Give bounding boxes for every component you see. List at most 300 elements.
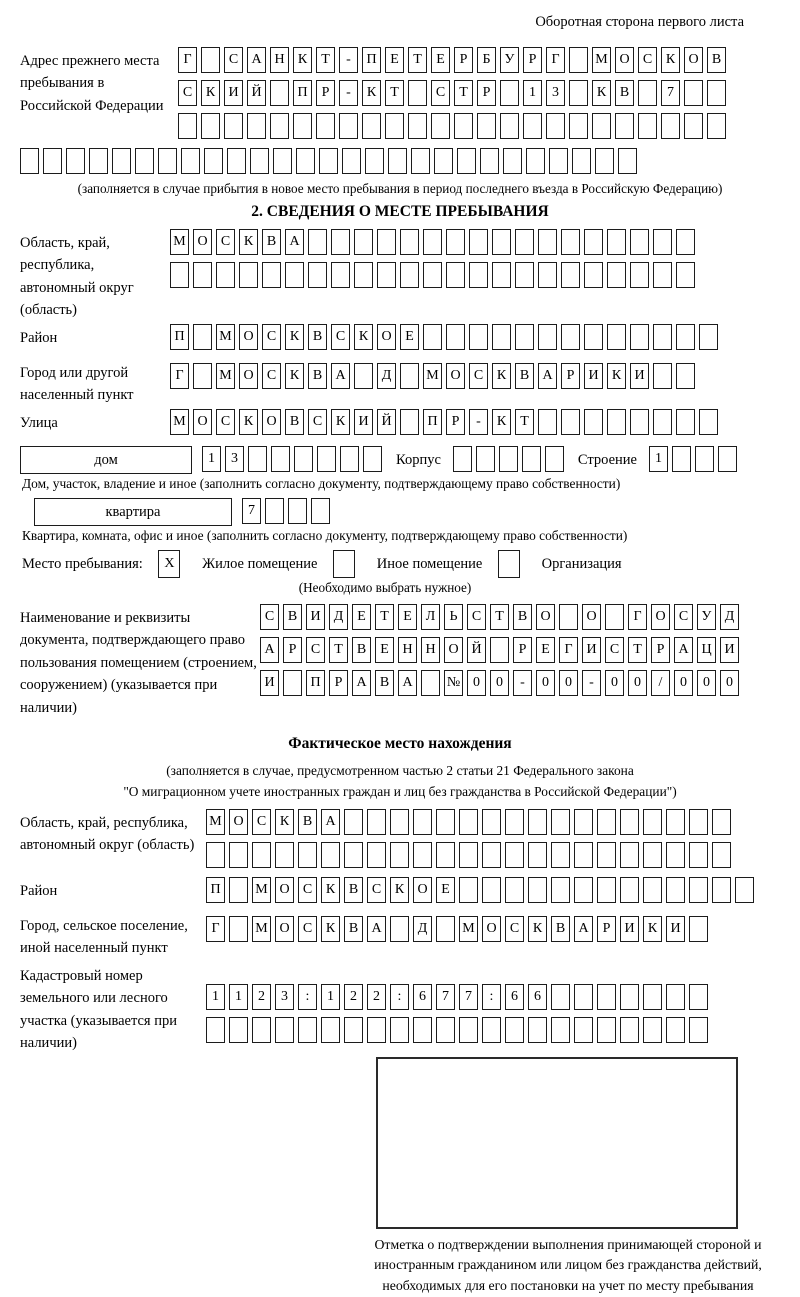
char-box[interactable]: [538, 262, 557, 288]
char-box[interactable]: [661, 113, 680, 139]
char-box[interactable]: О: [444, 637, 463, 663]
char-box[interactable]: М: [216, 363, 235, 389]
char-box[interactable]: Ь: [444, 604, 463, 630]
char-box[interactable]: [201, 47, 220, 73]
char-box[interactable]: [643, 877, 662, 903]
char-box[interactable]: :: [390, 984, 409, 1010]
char-box[interactable]: [630, 229, 649, 255]
char-box[interactable]: [469, 324, 488, 350]
char-box[interactable]: Р: [454, 47, 473, 73]
char-box[interactable]: [321, 842, 340, 868]
char-box[interactable]: [446, 262, 465, 288]
char-box[interactable]: И: [584, 363, 603, 389]
char-box[interactable]: [597, 842, 616, 868]
char-box[interactable]: [592, 113, 611, 139]
char-box[interactable]: [689, 1017, 708, 1043]
char-box[interactable]: [597, 809, 616, 835]
char-box[interactable]: П: [293, 80, 312, 106]
char-box[interactable]: К: [331, 409, 350, 435]
char-box[interactable]: [666, 984, 685, 1010]
char-box[interactable]: [421, 670, 440, 696]
char-box[interactable]: [354, 229, 373, 255]
char-box[interactable]: Р: [523, 47, 542, 73]
char-box[interactable]: С: [298, 916, 317, 942]
char-box[interactable]: С: [469, 363, 488, 389]
char-box[interactable]: [584, 262, 603, 288]
char-box[interactable]: К: [643, 916, 662, 942]
char-box[interactable]: [431, 113, 450, 139]
char-box[interactable]: Р: [597, 916, 616, 942]
char-box[interactable]: [653, 363, 672, 389]
char-box[interactable]: [538, 409, 557, 435]
char-box[interactable]: [390, 809, 409, 835]
char-box[interactable]: И: [260, 670, 279, 696]
char-box[interactable]: И: [620, 916, 639, 942]
char-box[interactable]: [413, 1017, 432, 1043]
char-box[interactable]: М: [592, 47, 611, 73]
char-box[interactable]: [630, 324, 649, 350]
char-box[interactable]: [561, 262, 580, 288]
char-box[interactable]: [712, 842, 731, 868]
char-box[interactable]: [695, 446, 714, 472]
char-box[interactable]: [630, 409, 649, 435]
char-box[interactable]: [178, 113, 197, 139]
char-box[interactable]: 7: [459, 984, 478, 1010]
char-box[interactable]: [206, 1017, 225, 1043]
char-box[interactable]: Т: [316, 47, 335, 73]
char-box[interactable]: В: [615, 80, 634, 106]
char-box[interactable]: [607, 324, 626, 350]
char-box[interactable]: С: [367, 877, 386, 903]
char-box[interactable]: [653, 229, 672, 255]
char-box[interactable]: 1: [202, 446, 221, 472]
char-box[interactable]: [227, 148, 246, 174]
char-box[interactable]: О: [651, 604, 670, 630]
char-box[interactable]: [377, 262, 396, 288]
char-box[interactable]: [367, 809, 386, 835]
char-box[interactable]: -: [339, 47, 358, 73]
char-box[interactable]: Т: [490, 604, 509, 630]
char-box[interactable]: :: [298, 984, 317, 1010]
char-box[interactable]: И: [354, 409, 373, 435]
char-box[interactable]: [630, 262, 649, 288]
char-box[interactable]: №: [444, 670, 463, 696]
char-box[interactable]: [689, 809, 708, 835]
char-box[interactable]: А: [674, 637, 693, 663]
char-box[interactable]: [469, 262, 488, 288]
char-box[interactable]: 7: [436, 984, 455, 1010]
char-box[interactable]: Д: [329, 604, 348, 630]
char-box[interactable]: [735, 877, 754, 903]
char-box[interactable]: [390, 916, 409, 942]
char-box[interactable]: [413, 842, 432, 868]
char-box[interactable]: И: [224, 80, 243, 106]
char-box[interactable]: [505, 1017, 524, 1043]
char-box[interactable]: [712, 809, 731, 835]
char-box[interactable]: [526, 148, 545, 174]
char-box[interactable]: Г: [206, 916, 225, 942]
char-box[interactable]: Д: [720, 604, 739, 630]
char-box[interactable]: [354, 363, 373, 389]
char-box[interactable]: 6: [528, 984, 547, 1010]
char-box[interactable]: [538, 229, 557, 255]
char-box[interactable]: [515, 229, 534, 255]
char-box[interactable]: К: [239, 409, 258, 435]
char-box[interactable]: Н: [398, 637, 417, 663]
char-box[interactable]: [388, 148, 407, 174]
char-box[interactable]: С: [331, 324, 350, 350]
char-box[interactable]: [89, 148, 108, 174]
char-box[interactable]: 0: [674, 670, 693, 696]
char-box[interactable]: [66, 148, 85, 174]
char-box[interactable]: С: [252, 809, 271, 835]
char-box[interactable]: [482, 842, 501, 868]
char-box[interactable]: [559, 604, 578, 630]
char-box[interactable]: [574, 984, 593, 1010]
char-box[interactable]: Т: [375, 604, 394, 630]
char-box[interactable]: [551, 877, 570, 903]
char-box[interactable]: О: [239, 363, 258, 389]
char-box[interactable]: [298, 842, 317, 868]
char-box[interactable]: 0: [536, 670, 555, 696]
char-box[interactable]: 0: [697, 670, 716, 696]
char-box[interactable]: А: [247, 47, 266, 73]
checkbox-zhiloe[interactable]: [158, 550, 184, 578]
char-box[interactable]: [135, 148, 154, 174]
char-box[interactable]: [699, 324, 718, 350]
char-box[interactable]: [367, 842, 386, 868]
char-box[interactable]: :: [482, 984, 501, 1010]
char-box[interactable]: [457, 148, 476, 174]
char-box[interactable]: С: [178, 80, 197, 106]
char-box[interactable]: 6: [413, 984, 432, 1010]
char-box[interactable]: [689, 877, 708, 903]
char-box[interactable]: [574, 1017, 593, 1043]
char-box[interactable]: [311, 498, 330, 524]
char-box[interactable]: [446, 324, 465, 350]
char-box[interactable]: Р: [283, 637, 302, 663]
char-box[interactable]: [522, 446, 541, 472]
char-box[interactable]: Т: [408, 47, 427, 73]
char-box[interactable]: И: [666, 916, 685, 942]
char-box[interactable]: [252, 842, 271, 868]
char-box[interactable]: В: [344, 877, 363, 903]
char-box[interactable]: [248, 446, 267, 472]
char-box[interactable]: [666, 809, 685, 835]
char-box[interactable]: С: [216, 409, 235, 435]
char-box[interactable]: [367, 1017, 386, 1043]
char-box[interactable]: А: [538, 363, 557, 389]
char-box[interactable]: М: [216, 324, 235, 350]
char-box[interactable]: [618, 148, 637, 174]
char-box[interactable]: С: [260, 604, 279, 630]
char-box[interactable]: 6: [505, 984, 524, 1010]
char-box[interactable]: О: [684, 47, 703, 73]
char-box[interactable]: [684, 80, 703, 106]
char-box[interactable]: [423, 262, 442, 288]
char-box[interactable]: [718, 446, 737, 472]
char-box[interactable]: [296, 148, 315, 174]
char-box[interactable]: [170, 262, 189, 288]
char-box[interactable]: А: [260, 637, 279, 663]
char-box[interactable]: [436, 809, 455, 835]
char-box[interactable]: О: [582, 604, 601, 630]
checkbox-inoe[interactable]: [333, 550, 359, 578]
char-box[interactable]: [707, 80, 726, 106]
char-box[interactable]: В: [298, 809, 317, 835]
char-box[interactable]: [193, 324, 212, 350]
char-box[interactable]: А: [352, 670, 371, 696]
char-box[interactable]: [193, 363, 212, 389]
char-box[interactable]: К: [321, 916, 340, 942]
char-box[interactable]: [607, 229, 626, 255]
char-box[interactable]: [597, 984, 616, 1010]
char-box[interactable]: [597, 1017, 616, 1043]
char-box[interactable]: О: [239, 324, 258, 350]
char-box[interactable]: Й: [247, 80, 266, 106]
char-box[interactable]: [216, 262, 235, 288]
char-box[interactable]: [638, 113, 657, 139]
char-box[interactable]: О: [229, 809, 248, 835]
char-box[interactable]: К: [201, 80, 220, 106]
char-box[interactable]: -: [582, 670, 601, 696]
char-box[interactable]: [689, 916, 708, 942]
char-box[interactable]: [666, 842, 685, 868]
char-box[interactable]: [528, 877, 547, 903]
char-box[interactable]: [712, 877, 731, 903]
char-box[interactable]: [408, 80, 427, 106]
char-box[interactable]: [653, 262, 672, 288]
char-box[interactable]: [503, 148, 522, 174]
char-box[interactable]: К: [390, 877, 409, 903]
char-box[interactable]: С: [216, 229, 235, 255]
char-box[interactable]: С: [262, 363, 281, 389]
char-box[interactable]: [492, 262, 511, 288]
char-box[interactable]: К: [362, 80, 381, 106]
char-box[interactable]: К: [285, 324, 304, 350]
char-box[interactable]: 7: [242, 498, 261, 524]
char-box[interactable]: Ц: [697, 637, 716, 663]
char-box[interactable]: [390, 842, 409, 868]
char-box[interactable]: Б: [477, 47, 496, 73]
char-box[interactable]: С: [505, 916, 524, 942]
char-box[interactable]: [344, 809, 363, 835]
char-box[interactable]: В: [375, 670, 394, 696]
char-box[interactable]: [413, 809, 432, 835]
char-box[interactable]: [545, 446, 564, 472]
char-box[interactable]: [561, 229, 580, 255]
char-box[interactable]: [676, 409, 695, 435]
char-box[interactable]: [528, 809, 547, 835]
char-box[interactable]: У: [697, 604, 716, 630]
char-box[interactable]: [672, 446, 691, 472]
char-box[interactable]: -: [469, 409, 488, 435]
char-box[interactable]: [476, 446, 495, 472]
char-box[interactable]: А: [285, 229, 304, 255]
char-box[interactable]: [275, 842, 294, 868]
char-box[interactable]: [666, 877, 685, 903]
char-box[interactable]: -: [339, 80, 358, 106]
char-box[interactable]: [43, 148, 62, 174]
char-box[interactable]: [551, 809, 570, 835]
char-box[interactable]: Е: [400, 324, 419, 350]
char-box[interactable]: [400, 363, 419, 389]
char-box[interactable]: К: [492, 363, 511, 389]
char-box[interactable]: Т: [385, 80, 404, 106]
char-box[interactable]: [605, 604, 624, 630]
char-box[interactable]: [459, 809, 478, 835]
char-box[interactable]: О: [275, 877, 294, 903]
char-box[interactable]: В: [551, 916, 570, 942]
char-box[interactable]: [574, 809, 593, 835]
char-box[interactable]: [285, 262, 304, 288]
char-box[interactable]: В: [515, 363, 534, 389]
char-box[interactable]: Т: [454, 80, 473, 106]
char-box[interactable]: 1: [206, 984, 225, 1010]
char-box[interactable]: Е: [536, 637, 555, 663]
char-box[interactable]: О: [193, 229, 212, 255]
char-box[interactable]: А: [321, 809, 340, 835]
char-box[interactable]: [206, 842, 225, 868]
char-box[interactable]: [436, 1017, 455, 1043]
char-box[interactable]: [490, 637, 509, 663]
char-box[interactable]: Н: [270, 47, 289, 73]
char-box[interactable]: [597, 877, 616, 903]
char-box[interactable]: К: [239, 229, 258, 255]
char-box[interactable]: [528, 1017, 547, 1043]
char-box[interactable]: С: [306, 637, 325, 663]
char-box[interactable]: 2: [367, 984, 386, 1010]
char-box[interactable]: [308, 229, 327, 255]
char-box[interactable]: Д: [377, 363, 396, 389]
char-box[interactable]: Т: [628, 637, 647, 663]
char-box[interactable]: 0: [605, 670, 624, 696]
char-box[interactable]: К: [321, 877, 340, 903]
char-box[interactable]: О: [482, 916, 501, 942]
char-box[interactable]: 1: [321, 984, 340, 1010]
char-box[interactable]: Е: [398, 604, 417, 630]
char-box[interactable]: [265, 498, 284, 524]
char-box[interactable]: [515, 262, 534, 288]
char-box[interactable]: [293, 113, 312, 139]
char-box[interactable]: [340, 446, 359, 472]
char-box[interactable]: [653, 324, 672, 350]
char-box[interactable]: Е: [436, 877, 455, 903]
dom-field-label[interactable]: дом: [20, 446, 192, 474]
char-box[interactable]: [20, 148, 39, 174]
char-box[interactable]: [459, 1017, 478, 1043]
char-box[interactable]: [270, 113, 289, 139]
char-box[interactable]: [482, 809, 501, 835]
char-box[interactable]: [377, 229, 396, 255]
char-box[interactable]: [262, 262, 281, 288]
char-box[interactable]: [620, 877, 639, 903]
char-box[interactable]: [676, 262, 695, 288]
char-box[interactable]: [423, 229, 442, 255]
char-box[interactable]: М: [170, 229, 189, 255]
char-box[interactable]: [446, 229, 465, 255]
char-box[interactable]: С: [224, 47, 243, 73]
char-box[interactable]: [607, 262, 626, 288]
char-box[interactable]: Д: [413, 916, 432, 942]
char-box[interactable]: [505, 877, 524, 903]
char-box[interactable]: [365, 148, 384, 174]
char-box[interactable]: [459, 842, 478, 868]
char-box[interactable]: О: [615, 47, 634, 73]
char-box[interactable]: В: [283, 604, 302, 630]
char-box[interactable]: Г: [178, 47, 197, 73]
char-box[interactable]: [459, 877, 478, 903]
char-box[interactable]: [643, 809, 662, 835]
char-box[interactable]: [638, 80, 657, 106]
char-box[interactable]: П: [170, 324, 189, 350]
char-box[interactable]: Е: [352, 604, 371, 630]
char-box[interactable]: А: [398, 670, 417, 696]
char-box[interactable]: 0: [559, 670, 578, 696]
char-box[interactable]: Т: [515, 409, 534, 435]
char-box[interactable]: М: [423, 363, 442, 389]
char-box[interactable]: С: [605, 637, 624, 663]
char-box[interactable]: [620, 842, 639, 868]
char-box[interactable]: [569, 113, 588, 139]
char-box[interactable]: [436, 916, 455, 942]
char-box[interactable]: А: [331, 363, 350, 389]
char-box[interactable]: К: [528, 916, 547, 942]
char-box[interactable]: О: [446, 363, 465, 389]
char-box[interactable]: -: [513, 670, 532, 696]
char-box[interactable]: [477, 113, 496, 139]
char-box[interactable]: И: [720, 637, 739, 663]
char-box[interactable]: 3: [225, 446, 244, 472]
char-box[interactable]: [436, 842, 455, 868]
char-box[interactable]: К: [607, 363, 626, 389]
char-box[interactable]: Е: [431, 47, 450, 73]
char-box[interactable]: [515, 324, 534, 350]
char-box[interactable]: [643, 842, 662, 868]
char-box[interactable]: К: [661, 47, 680, 73]
char-box[interactable]: [620, 1017, 639, 1043]
char-box[interactable]: [528, 842, 547, 868]
char-box[interactable]: У: [500, 47, 519, 73]
char-box[interactable]: [193, 262, 212, 288]
char-box[interactable]: [408, 113, 427, 139]
char-box[interactable]: [224, 113, 243, 139]
char-box[interactable]: С: [467, 604, 486, 630]
char-box[interactable]: [546, 113, 565, 139]
char-box[interactable]: [344, 1017, 363, 1043]
char-box[interactable]: [699, 409, 718, 435]
char-box[interactable]: [500, 80, 519, 106]
char-box[interactable]: [482, 1017, 501, 1043]
char-box[interactable]: Р: [651, 637, 670, 663]
char-box[interactable]: [620, 984, 639, 1010]
char-box[interactable]: [344, 842, 363, 868]
char-box[interactable]: [316, 113, 335, 139]
char-box[interactable]: [400, 229, 419, 255]
checkbox-organizatsiya[interactable]: [498, 550, 524, 578]
char-box[interactable]: 1: [229, 984, 248, 1010]
char-box[interactable]: [181, 148, 200, 174]
char-box[interactable]: [252, 1017, 271, 1043]
char-box[interactable]: К: [293, 47, 312, 73]
char-box[interactable]: О: [193, 409, 212, 435]
char-box[interactable]: [317, 446, 336, 472]
char-box[interactable]: 2: [252, 984, 271, 1010]
char-box[interactable]: [480, 148, 499, 174]
char-box[interactable]: [643, 984, 662, 1010]
char-box[interactable]: М: [252, 916, 271, 942]
char-box[interactable]: М: [206, 809, 225, 835]
